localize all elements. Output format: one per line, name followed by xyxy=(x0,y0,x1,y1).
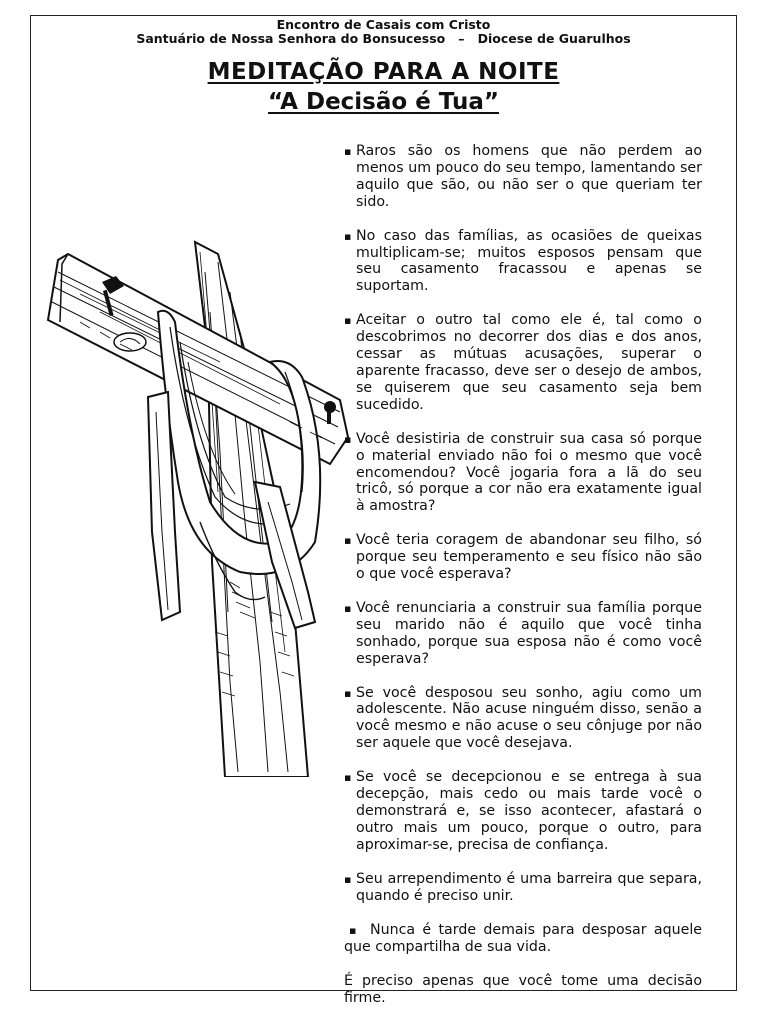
bullet-icon: ▪ xyxy=(344,601,352,615)
bullet-icon: ▪ xyxy=(344,229,352,243)
list-item xyxy=(344,600,702,668)
bullet-icon: ▪ xyxy=(344,432,352,446)
bullet-icon: ▪ xyxy=(344,314,352,328)
list-item xyxy=(344,769,702,854)
item-text: Você teria coragem de abandonar seu filho, só porque seu temperamento e seu físico não são o que você esperava? xyxy=(356,532,702,583)
list-item xyxy=(344,685,702,753)
bullet-icon: ▪ xyxy=(344,771,352,785)
list-item xyxy=(344,532,702,583)
closing-paragraph-2: É preciso apenas que você tome uma decisão firme. xyxy=(344,973,702,1007)
header-line-1: Encontro de Casais com Cristo xyxy=(276,17,491,32)
item-text: Você desistiria de construir sua casa só porque o material enviado não foi o mesmo que você encomendou? Você jogaria fora a lã do seu tricô, só porque a cor não era exatamente igual à amostra? xyxy=(356,430,702,515)
list-item xyxy=(344,312,702,413)
page-subtitle-text: “A Decisão é Tua” xyxy=(268,89,499,115)
bullet-icon: ▪ xyxy=(344,534,352,548)
list-item xyxy=(344,431,702,516)
list-item xyxy=(344,143,702,211)
meditation-text xyxy=(344,143,702,1024)
bullet-icon: ▪ xyxy=(344,872,352,886)
closing-paragraph-1 xyxy=(344,922,702,957)
item-text: Você renunciaria a construir sua família porque seu marido não é aquilo que você tinha sonhado, porque sua esposa não é como você esperava? xyxy=(356,599,702,667)
item-text: Raros são os homens que não perdem ao menos um pouco do seu tempo, lamentando ser aquilo que são, ou não ser o que queriam ter sido. xyxy=(356,143,702,210)
page-title xyxy=(31,59,736,85)
page-title-text: MEDITAÇÃO PARA A NOITE xyxy=(207,59,560,85)
list-item xyxy=(344,871,702,905)
item-text: Seu arrependimento é uma barreira que separa, quando é preciso unir. xyxy=(356,870,702,904)
bullet-icon: ▪ xyxy=(349,923,357,937)
item-text: Se você desposou seu sonho, agiu como um adolescente. Não acuse ninguém disso, senão a você mesmo e não acuse o seu cônjuge por não ser aquele que você desejava. xyxy=(356,684,702,752)
closing-text-1: Nunca é tarde demais para desposar aquele que compartilha de sua vida. xyxy=(344,921,702,956)
bullet-icon: ▪ xyxy=(344,686,352,700)
list-item xyxy=(344,228,702,296)
bullet-icon: ▪ xyxy=(344,145,352,158)
item-text: Se você se decepcionou e se entrega à sua decepção, mais cedo ou mais tarde você o demonstrará e, se isso acontecer, afastará o outro mais um pouco, porque o outro, para aproximar-se, precisa de confiança. xyxy=(356,769,702,853)
cross-with-cloth-illustration xyxy=(40,232,352,777)
header-line-2: Santuário de Nossa Senhora do Bonsucesso – Diocese de Guarulhos xyxy=(136,31,631,46)
item-text: Aceitar o outro tal como ele é, tal como o descobrimos no decorrer dos dias e dos anos, cessar as mútuas acusações, superar o aparente fracasso, deve ser o desejo de ambos, se quiserem que seu casamento seja bem sucedido. xyxy=(356,312,702,413)
page-subtitle xyxy=(31,89,736,115)
item-text: No caso das famílias, as ocasiões de queixas multiplicam-se; muitos esposos pensam que seu casamento fracassou e apenas se suportam. xyxy=(356,227,702,295)
